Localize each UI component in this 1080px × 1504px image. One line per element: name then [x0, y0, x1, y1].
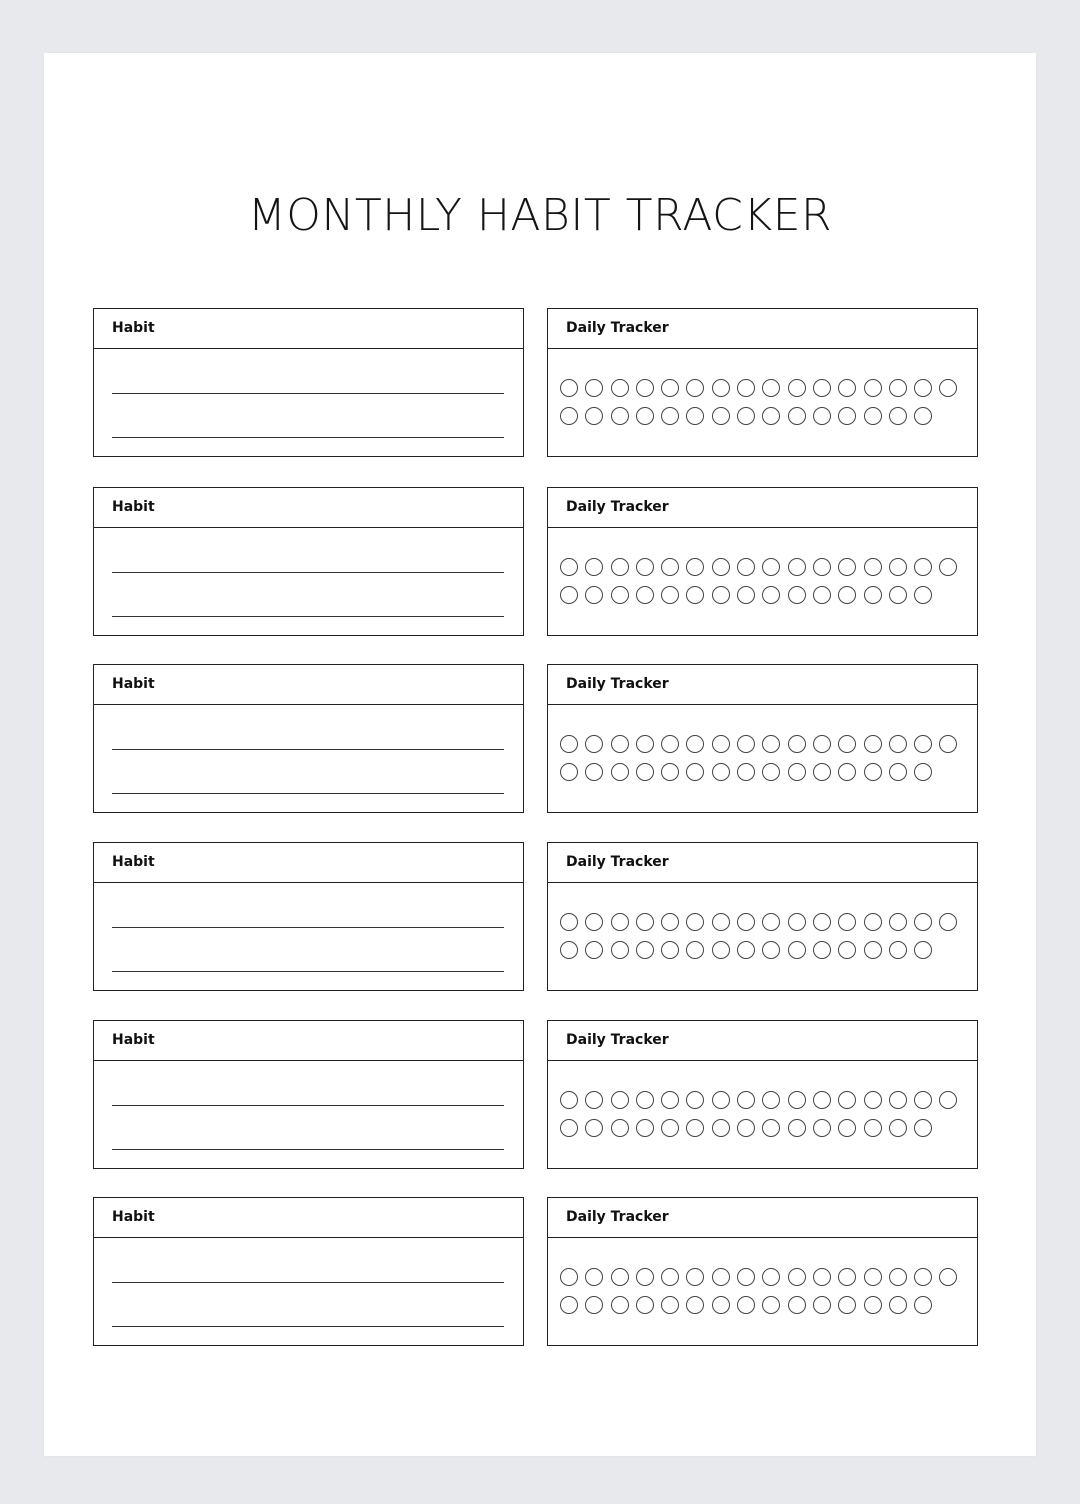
habit-box[interactable] — [93, 842, 524, 991]
day-circle[interactable] — [737, 586, 755, 604]
day-circle[interactable] — [585, 763, 603, 781]
day-circle[interactable] — [864, 735, 882, 753]
day-circle[interactable] — [788, 1296, 806, 1314]
day-circle[interactable] — [813, 1268, 831, 1286]
day-circle[interactable] — [864, 913, 882, 931]
day-circle[interactable] — [611, 1268, 629, 1286]
day-circles — [560, 735, 970, 791]
day-circle[interactable] — [762, 1296, 780, 1314]
day-circle[interactable] — [788, 379, 806, 397]
day-circle[interactable] — [914, 379, 932, 397]
habit-box[interactable] — [93, 487, 524, 636]
day-circle[interactable] — [611, 1119, 629, 1137]
day-circle[interactable] — [585, 558, 603, 576]
habit-label: Habit — [94, 665, 523, 705]
day-circle[interactable] — [838, 1091, 856, 1109]
habit-writing-line[interactable] — [112, 572, 504, 573]
day-circle[interactable] — [939, 1091, 957, 1109]
day-circle[interactable] — [762, 1091, 780, 1109]
habit-writing-line[interactable] — [112, 971, 504, 972]
day-circle[interactable] — [889, 1091, 907, 1109]
day-circle[interactable] — [585, 913, 603, 931]
day-circle[interactable] — [686, 1268, 704, 1286]
daily-tracker-box — [547, 308, 978, 457]
day-circle[interactable] — [889, 407, 907, 425]
habit-writing-line[interactable] — [112, 1282, 504, 1283]
day-circle[interactable] — [838, 407, 856, 425]
day-circle[interactable] — [636, 586, 654, 604]
day-circle[interactable] — [914, 586, 932, 604]
day-circle[interactable] — [636, 941, 654, 959]
day-circle-row — [560, 1091, 970, 1119]
day-circle[interactable] — [636, 558, 654, 576]
day-circle[interactable] — [889, 558, 907, 576]
day-circle[interactable] — [737, 1268, 755, 1286]
day-circle[interactable] — [611, 913, 629, 931]
day-circle[interactable] — [585, 941, 603, 959]
habit-box[interactable] — [93, 1197, 524, 1346]
day-circle[interactable] — [611, 735, 629, 753]
day-circle[interactable] — [838, 1296, 856, 1314]
day-circle[interactable] — [737, 1091, 755, 1109]
day-circle[interactable] — [611, 941, 629, 959]
day-circle[interactable] — [914, 913, 932, 931]
day-circle[interactable] — [914, 1091, 932, 1109]
day-circle[interactable] — [686, 407, 704, 425]
day-circle[interactable] — [813, 1091, 831, 1109]
habit-box[interactable] — [93, 1020, 524, 1169]
day-circle-row — [560, 763, 970, 791]
day-circle[interactable] — [636, 407, 654, 425]
day-circle[interactable] — [889, 586, 907, 604]
habit-box[interactable] — [93, 664, 524, 813]
day-circle[interactable] — [585, 586, 603, 604]
day-circle[interactable] — [813, 586, 831, 604]
day-circle[interactable] — [762, 763, 780, 781]
day-circle[interactable] — [560, 1268, 578, 1286]
day-circle[interactable] — [889, 1268, 907, 1286]
day-circle[interactable] — [889, 763, 907, 781]
day-circle[interactable] — [838, 735, 856, 753]
day-circle[interactable] — [712, 1119, 730, 1137]
day-circle[interactable] — [813, 763, 831, 781]
daily-tracker-label: Daily Tracker — [548, 1198, 977, 1238]
day-circle-row — [560, 407, 970, 435]
day-circle[interactable] — [914, 941, 932, 959]
day-circle[interactable] — [560, 586, 578, 604]
day-circle[interactable] — [864, 558, 882, 576]
day-circle[interactable] — [686, 1296, 704, 1314]
day-circle[interactable] — [762, 379, 780, 397]
day-circle[interactable] — [712, 586, 730, 604]
day-circle[interactable] — [686, 558, 704, 576]
day-circle[interactable] — [889, 913, 907, 931]
day-circle[interactable] — [636, 735, 654, 753]
day-circle[interactable] — [813, 941, 831, 959]
day-circle[interactable] — [939, 379, 957, 397]
day-circle[interactable] — [585, 1119, 603, 1137]
daily-tracker-box — [547, 1197, 978, 1346]
day-circle[interactable] — [914, 1119, 932, 1137]
page-title: MONTHLY HABIT TRACKER — [247, 190, 833, 241]
day-circle[interactable] — [661, 407, 679, 425]
day-circle[interactable] — [788, 913, 806, 931]
habit-label: Habit — [94, 1198, 523, 1238]
day-circle[interactable] — [686, 1091, 704, 1109]
day-circle[interactable] — [686, 586, 704, 604]
day-circle[interactable] — [585, 1296, 603, 1314]
day-circle[interactable] — [864, 379, 882, 397]
day-circle[interactable] — [864, 941, 882, 959]
day-circle[interactable] — [788, 586, 806, 604]
day-circles — [560, 1268, 970, 1324]
day-circle[interactable] — [560, 379, 578, 397]
day-circle[interactable] — [889, 379, 907, 397]
day-circle[interactable] — [560, 763, 578, 781]
day-circle[interactable] — [737, 558, 755, 576]
day-circle[interactable] — [585, 1091, 603, 1109]
habit-writing-line[interactable] — [112, 616, 504, 617]
day-circle[interactable] — [939, 735, 957, 753]
day-circle[interactable] — [838, 763, 856, 781]
day-circle[interactable] — [560, 941, 578, 959]
day-circle-row — [560, 941, 970, 969]
habit-label: Habit — [94, 488, 523, 528]
daily-tracker-label: Daily Tracker — [548, 488, 977, 528]
day-circle[interactable] — [686, 763, 704, 781]
habit-writing-line[interactable] — [112, 749, 504, 750]
day-circle[interactable] — [661, 763, 679, 781]
day-circle[interactable] — [864, 586, 882, 604]
day-circle[interactable] — [661, 1119, 679, 1137]
day-circle[interactable] — [560, 735, 578, 753]
habit-writing-line[interactable] — [112, 1105, 504, 1106]
day-circle[interactable] — [737, 1119, 755, 1137]
day-circles — [560, 913, 970, 969]
day-circle[interactable] — [762, 407, 780, 425]
day-circles — [560, 379, 970, 435]
day-circles — [560, 558, 970, 614]
habit-writing-line[interactable] — [112, 437, 504, 438]
day-circle[interactable] — [585, 735, 603, 753]
day-circles — [560, 1091, 970, 1147]
day-circle[interactable] — [712, 558, 730, 576]
day-circle[interactable] — [737, 941, 755, 959]
day-circle[interactable] — [686, 735, 704, 753]
day-circle[interactable] — [661, 735, 679, 753]
day-circle-row — [560, 586, 970, 614]
day-circle[interactable] — [560, 913, 578, 931]
day-circle[interactable] — [864, 763, 882, 781]
day-circle-row — [560, 1268, 970, 1296]
day-circle[interactable] — [864, 407, 882, 425]
day-circle[interactable] — [939, 1268, 957, 1286]
day-circle[interactable] — [611, 1296, 629, 1314]
day-circle[interactable] — [737, 407, 755, 425]
day-circle[interactable] — [838, 1119, 856, 1137]
day-circle[interactable] — [661, 558, 679, 576]
day-circle[interactable] — [712, 735, 730, 753]
day-circle[interactable] — [611, 586, 629, 604]
day-circle[interactable] — [712, 407, 730, 425]
habit-writing-line[interactable] — [112, 927, 504, 928]
day-circle[interactable] — [914, 735, 932, 753]
day-circle[interactable] — [712, 1296, 730, 1314]
habit-writing-line[interactable] — [112, 793, 504, 794]
day-circle[interactable] — [813, 1296, 831, 1314]
day-circle[interactable] — [788, 1119, 806, 1137]
day-circle[interactable] — [889, 735, 907, 753]
day-circle[interactable] — [914, 558, 932, 576]
habit-writing-line[interactable] — [112, 1149, 504, 1150]
day-circle[interactable] — [712, 379, 730, 397]
day-circle-row — [560, 913, 970, 941]
day-circle[interactable] — [889, 1296, 907, 1314]
day-circle-row — [560, 1296, 970, 1324]
day-circle[interactable] — [585, 379, 603, 397]
day-circle[interactable] — [788, 1091, 806, 1109]
day-circle[interactable] — [661, 379, 679, 397]
day-circle[interactable] — [788, 558, 806, 576]
day-circle[interactable] — [686, 941, 704, 959]
daily-tracker-box — [547, 487, 978, 636]
day-circle[interactable] — [762, 941, 780, 959]
day-circle[interactable] — [661, 1296, 679, 1314]
day-circle[interactable] — [686, 379, 704, 397]
day-circle[interactable] — [560, 407, 578, 425]
day-circle[interactable] — [813, 558, 831, 576]
day-circle[interactable] — [636, 1119, 654, 1137]
day-circle[interactable] — [611, 558, 629, 576]
day-circle[interactable] — [737, 913, 755, 931]
day-circle[interactable] — [864, 1091, 882, 1109]
day-circle[interactable] — [636, 1268, 654, 1286]
day-circle[interactable] — [712, 1091, 730, 1109]
day-circle-row — [560, 379, 970, 407]
habit-box[interactable] — [93, 308, 524, 457]
daily-tracker-box — [547, 842, 978, 991]
day-circle[interactable] — [737, 1296, 755, 1314]
day-circle[interactable] — [712, 1268, 730, 1286]
daily-tracker-box — [547, 1020, 978, 1169]
day-circle[interactable] — [788, 407, 806, 425]
day-circle[interactable] — [914, 407, 932, 425]
day-circle-row — [560, 735, 970, 763]
day-circle[interactable] — [813, 379, 831, 397]
day-circle[interactable] — [737, 379, 755, 397]
day-circle[interactable] — [788, 941, 806, 959]
day-circle[interactable] — [914, 1296, 932, 1314]
day-circle[interactable] — [661, 913, 679, 931]
day-circle[interactable] — [686, 913, 704, 931]
day-circle[interactable] — [661, 586, 679, 604]
day-circle[interactable] — [636, 1296, 654, 1314]
day-circle[interactable] — [762, 586, 780, 604]
day-circle[interactable] — [864, 1296, 882, 1314]
day-circle[interactable] — [636, 913, 654, 931]
day-circle[interactable] — [686, 1119, 704, 1137]
day-circle[interactable] — [661, 1268, 679, 1286]
day-circle[interactable] — [762, 1119, 780, 1137]
day-circle[interactable] — [737, 763, 755, 781]
habit-writing-line[interactable] — [112, 393, 504, 394]
day-circle[interactable] — [611, 407, 629, 425]
day-circle[interactable] — [560, 1119, 578, 1137]
daily-tracker-label: Daily Tracker — [548, 309, 977, 349]
day-circle[interactable] — [762, 1268, 780, 1286]
daily-tracker-label: Daily Tracker — [548, 843, 977, 883]
day-circle[interactable] — [914, 1268, 932, 1286]
day-circle[interactable] — [788, 1268, 806, 1286]
day-circle[interactable] — [813, 913, 831, 931]
day-circle[interactable] — [864, 1268, 882, 1286]
habit-writing-line[interactable] — [112, 1326, 504, 1327]
day-circle[interactable] — [889, 941, 907, 959]
day-circle[interactable] — [636, 379, 654, 397]
day-circle[interactable] — [914, 763, 932, 781]
day-circle[interactable] — [611, 763, 629, 781]
day-circle[interactable] — [838, 941, 856, 959]
day-circle-row — [560, 1119, 970, 1147]
day-circle[interactable] — [585, 1268, 603, 1286]
day-circle[interactable] — [712, 913, 730, 931]
day-circle[interactable] — [838, 913, 856, 931]
day-circle[interactable] — [737, 735, 755, 753]
daily-tracker-label: Daily Tracker — [548, 1021, 977, 1061]
day-circle[interactable] — [762, 558, 780, 576]
day-circle[interactable] — [838, 558, 856, 576]
day-circle[interactable] — [838, 1268, 856, 1286]
day-circle[interactable] — [889, 1119, 907, 1137]
habit-label: Habit — [94, 843, 523, 883]
day-circle[interactable] — [864, 1119, 882, 1137]
day-circle[interactable] — [585, 407, 603, 425]
day-circle[interactable] — [611, 379, 629, 397]
day-circle[interactable] — [636, 763, 654, 781]
day-circle[interactable] — [813, 1119, 831, 1137]
day-circle[interactable] — [560, 1091, 578, 1109]
day-circle[interactable] — [560, 558, 578, 576]
day-circle[interactable] — [712, 941, 730, 959]
daily-tracker-box — [547, 664, 978, 813]
day-circle[interactable] — [788, 763, 806, 781]
day-circle[interactable] — [560, 1296, 578, 1314]
day-circle[interactable] — [712, 763, 730, 781]
day-circle[interactable] — [939, 913, 957, 931]
day-circle[interactable] — [661, 941, 679, 959]
day-circle[interactable] — [661, 1091, 679, 1109]
habit-label: Habit — [94, 309, 523, 349]
day-circle[interactable] — [813, 407, 831, 425]
day-circle[interactable] — [762, 913, 780, 931]
day-circle[interactable] — [838, 379, 856, 397]
day-circle[interactable] — [611, 1091, 629, 1109]
habit-label: Habit — [94, 1021, 523, 1061]
daily-tracker-label: Daily Tracker — [548, 665, 977, 705]
day-circle[interactable] — [636, 1091, 654, 1109]
day-circle[interactable] — [788, 735, 806, 753]
day-circle[interactable] — [838, 586, 856, 604]
day-circle[interactable] — [939, 558, 957, 576]
day-circle[interactable] — [813, 735, 831, 753]
day-circle-row — [560, 558, 970, 586]
day-circle[interactable] — [762, 735, 780, 753]
